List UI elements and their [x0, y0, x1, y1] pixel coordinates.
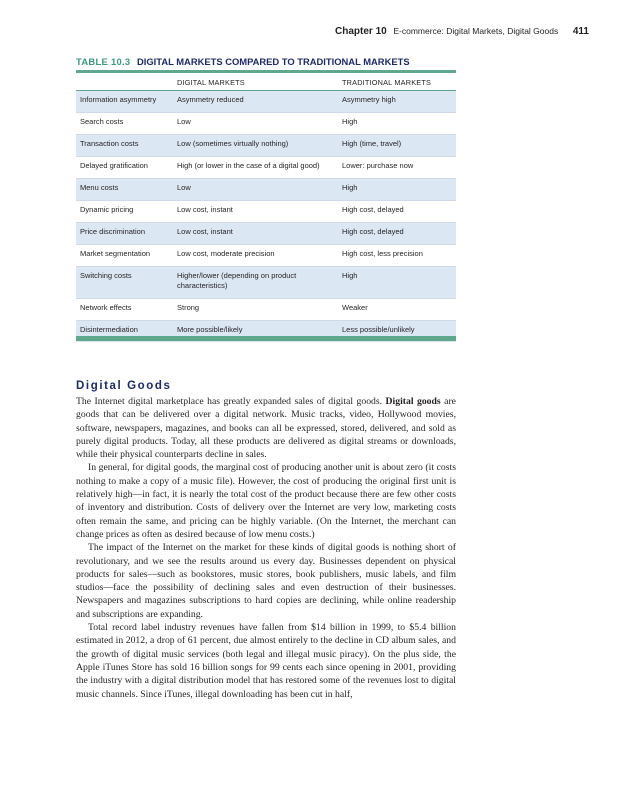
digital-value: Low cost, instant — [173, 201, 338, 223]
column-header-digital: DIGITAL MARKETS — [173, 75, 338, 91]
comparison-table — [76, 75, 456, 342]
table-row — [76, 245, 456, 267]
column-header-label — [76, 75, 173, 91]
digital-value: Strong — [173, 299, 338, 321]
traditional-value: High cost, delayed — [338, 223, 456, 245]
table-title-rule — [76, 70, 456, 73]
traditional-value: High — [338, 179, 456, 201]
column-header-traditional: TRADITIONAL MARKETS — [338, 75, 456, 91]
row-label: Search costs — [76, 113, 173, 135]
traditional-value: Lower: purchase now — [338, 157, 456, 179]
table-row — [76, 299, 456, 321]
traditional-value: Asymmetry high — [338, 91, 456, 113]
running-head — [335, 26, 589, 37]
paragraph-text: are goods that can be delivered over a digital network. Music tracks, video, Hollywood movies, software, newspapers, magazines, and books can all be expressed, stored, delivered, and sold as purely digital products. Today, all these products are delivered as digital streams or downloads, while their physical counterparts decline in sales. — [76, 396, 456, 461]
traditional-value: High — [338, 113, 456, 135]
table-row — [76, 179, 456, 201]
traditional-value: High (time, travel) — [338, 135, 456, 157]
traditional-value: High cost, less precision — [338, 245, 456, 267]
traditional-value: High — [338, 267, 456, 299]
row-label: Switching costs — [76, 267, 173, 299]
section-heading: Digital Goods — [76, 380, 172, 392]
traditional-value: High cost, delayed — [338, 201, 456, 223]
table-row — [76, 267, 456, 299]
digital-value: Higher/lower (depending on product characteristics) — [173, 267, 338, 299]
digital-value: Low cost, instant — [173, 223, 338, 245]
chapter-label: Chapter 10 — [335, 26, 387, 37]
table-row — [76, 113, 456, 135]
body-text — [76, 395, 456, 701]
chapter-subtitle: E-commerce: Digital Markets, Digital Goods — [393, 26, 559, 36]
digital-value: Low — [173, 113, 338, 135]
paragraph-text: The Internet digital marketplace has greatly expanded sales of digital goods. — [76, 396, 386, 407]
paragraph: Total record label industry revenues have fallen from $14 billion in 1999, to $5.4 billion estimated in 2012, a drop of 61 percent, due almost entirely to the decline in CD album sales, and the growth of digital music services (both legal and illegal music piracy). On the plus side, the Apple iTunes Store has sold 16 billion songs for 99 cents each since opening in 2001, providing the industry with a digital distribution model that has restored some of the revenues lost to digital music channels. Since iTunes, illegal downloading has been cut in half, — [76, 622, 456, 700]
table-title — [76, 56, 410, 67]
row-label: Delayed gratification — [76, 157, 173, 179]
row-label: Price discrimination — [76, 223, 173, 245]
traditional-value: Weaker — [338, 299, 456, 321]
row-label: Disintermediation — [76, 321, 173, 343]
digital-value: More possible/likely — [173, 321, 338, 343]
row-label: Menu costs — [76, 179, 173, 201]
table-header-row — [76, 75, 456, 91]
digital-value: Low — [173, 179, 338, 201]
digital-value: High (or lower in the case of a digital good) — [173, 157, 338, 179]
digital-value: Asymmetry reduced — [173, 91, 338, 113]
paragraph: In general, for digital goods, the marginal cost of producing another unit is about zero (it costs nothing to make a copy of a music file). However, the cost of producing the original first unit is relatively high—in fact, it is nearly the total cost of the product because there are few other costs of inventory and distribution. Costs of delivery over the Internet are very low, marketing costs often remain the same, and pricing can be highly variable. (On the Internet, the merchant can change prices as often as desired because of low menu costs.) — [76, 462, 456, 540]
paragraph — [76, 395, 456, 461]
digital-value: Low (sometimes virtually nothing) — [173, 135, 338, 157]
table-row — [76, 157, 456, 179]
digital-value: Low cost, moderate precision — [173, 245, 338, 267]
row-label: Dynamic pricing — [76, 201, 173, 223]
table-row — [76, 91, 456, 113]
paragraph: The impact of the Internet on the market for these kinds of digital goods is nothing short of revolutionary, and we see the results around us every day. Businesses dependent on physical products for sales—such as bookstores, music stores, book publishers, music labels, and film studios—face the possibility of declining sales and even destruction of their businesses. Newspapers and magazines subscriptions to hard copies are declining, while online readership and subscriptions are expanding. — [76, 542, 456, 620]
row-label: Network effects — [76, 299, 173, 321]
table-caption: DIGITAL MARKETS COMPARED TO TRADITIONAL MARKETS — [137, 56, 410, 67]
table-row — [76, 201, 456, 223]
page-number: 411 — [572, 26, 589, 37]
key-term: Digital goods — [385, 396, 441, 407]
table-row — [76, 135, 456, 157]
row-label: Market segmentation — [76, 245, 173, 267]
row-label: Transaction costs — [76, 135, 173, 157]
table-row — [76, 223, 456, 245]
traditional-value: Less possible/unlikely — [338, 321, 456, 343]
table-number: TABLE 10.3 — [76, 56, 131, 67]
table-bottom-rule — [76, 336, 456, 341]
row-label: Information asymmetry — [76, 91, 173, 113]
